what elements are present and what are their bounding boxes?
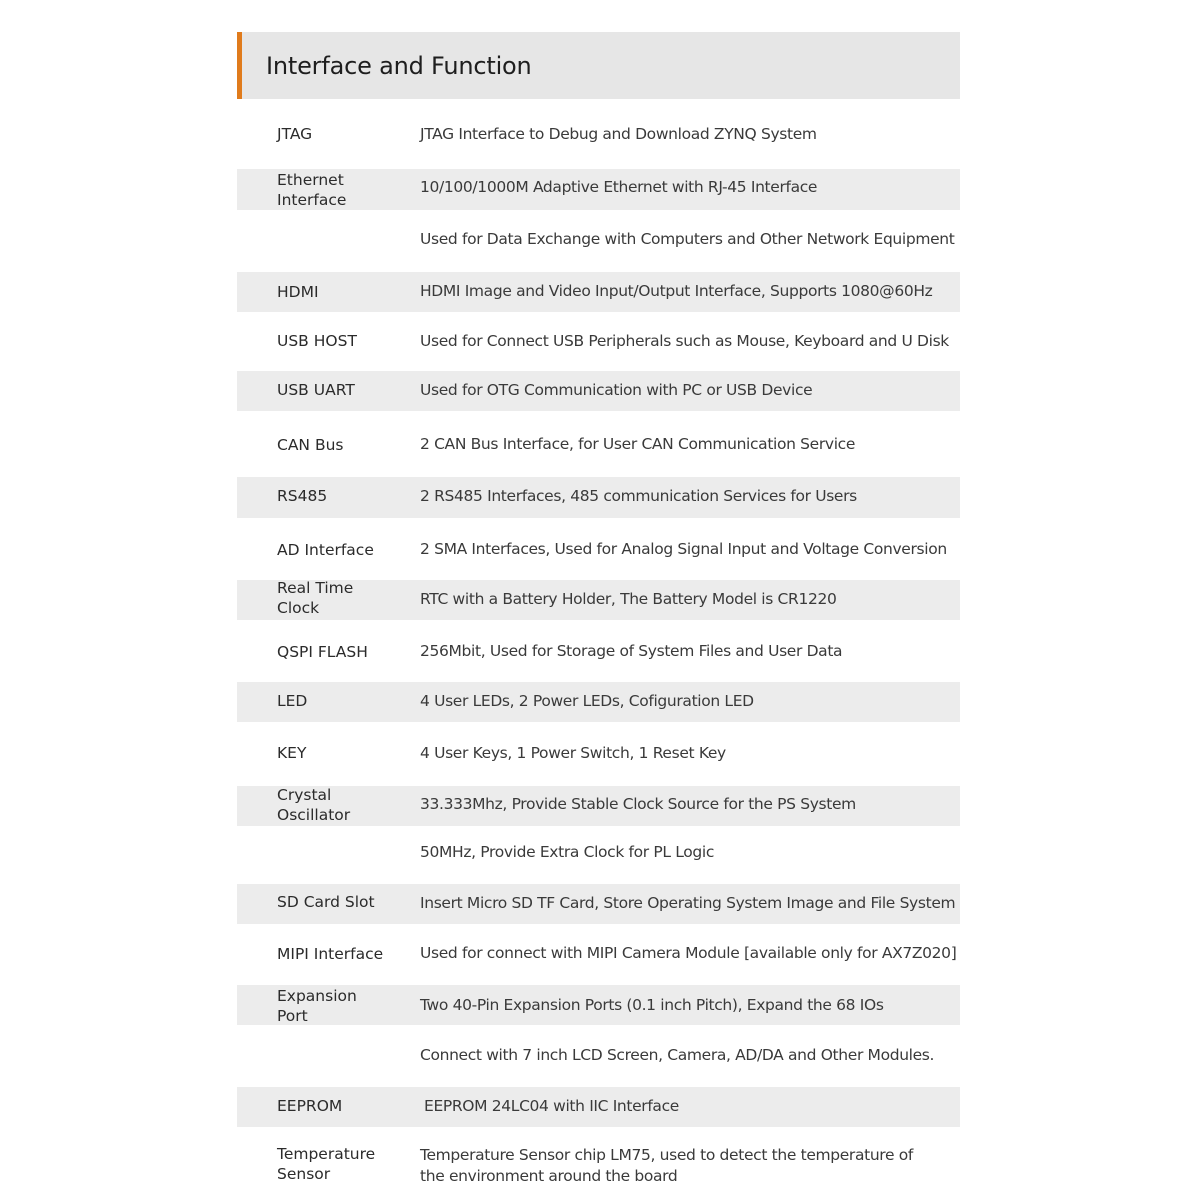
row-label: Ethernet Interface: [277, 171, 347, 209]
row-description: Used for Data Exchange with Computers and Other Network Equipment: [420, 230, 955, 248]
row-description: Two 40-Pin Expansion Ports (0.1 inch Pitch), Expand the 68 IOs: [420, 996, 884, 1014]
row-label: Crystal Oscillator: [277, 786, 351, 824]
row-label: AD Interface: [277, 541, 374, 559]
row-description: 2 CAN Bus Interface, for User CAN Communication Service: [420, 435, 856, 453]
row-label: HDMI: [277, 283, 319, 301]
row-description: Temperature Sensor chip LM75, used to detect the temperature of the environment around the board: [420, 1146, 913, 1185]
row-label: CAN Bus: [277, 436, 344, 454]
row-label: Expansion Port: [277, 987, 357, 1025]
row-description: Used for connect with MIPI Camera Module [available only for AX7Z020]: [420, 944, 957, 962]
row-description: HDMI Image and Video Input/Output Interface, Supports 1080@60Hz: [420, 282, 933, 300]
row-description: JTAG Interface to Debug and Download ZYNQ System: [420, 125, 817, 143]
row-label: QSPI FLASH: [277, 643, 368, 661]
row-label: USB HOST: [277, 332, 357, 350]
row-label: Real Time Clock: [277, 579, 354, 617]
row-label: RS485: [277, 487, 328, 505]
row-label: SD Card Slot: [277, 893, 375, 911]
row-description: 2 SMA Interfaces, Used for Analog Signal Input and Voltage Conversion: [420, 540, 947, 558]
page-title: Interface and Function: [266, 52, 532, 80]
row-label: JTAG: [277, 125, 313, 143]
row-description: 50MHz, Provide Extra Clock for PL Logic: [420, 843, 715, 861]
row-description: EEPROM 24LC04 with IIC Interface: [424, 1097, 679, 1115]
header-accent-bar: [237, 32, 242, 99]
row-description: Insert Micro SD TF Card, Store Operating System Image and File System: [420, 894, 956, 912]
row-label: EEPROM: [277, 1097, 343, 1115]
row-label: LED: [277, 692, 308, 710]
row-description: 4 User Keys, 1 Power Switch, 1 Reset Key: [420, 744, 726, 762]
row-description: Used for OTG Communication with PC or USB Device: [420, 381, 813, 399]
row-description: 4 User LEDs, 2 Power LEDs, Cofiguration LED: [420, 692, 754, 710]
row-description: 10/100/1000M Adaptive Ethernet with RJ-45 Interface: [420, 178, 818, 196]
row-description: 33.333Mhz, Provide Stable Clock Source for the PS System: [420, 795, 856, 813]
row-label: KEY: [277, 744, 307, 762]
row-description: Used for Connect USB Peripherals such as Mouse, Keyboard and U Disk: [420, 332, 949, 350]
row-description: RTC with a Battery Holder, The Battery Model is CR1220: [420, 590, 837, 608]
row-label: MIPI Interface: [277, 945, 384, 963]
row-label: Temperature Sensor: [277, 1145, 376, 1183]
row-description: 2 RS485 Interfaces, 485 communication Services for Users: [420, 487, 857, 505]
row-description: Connect with 7 inch LCD Screen, Camera, AD/DA and Other Modules.: [420, 1046, 935, 1064]
row-label: USB UART: [277, 381, 355, 399]
row-description: 256Mbit, Used for Storage of System Files and User Data: [420, 642, 843, 660]
